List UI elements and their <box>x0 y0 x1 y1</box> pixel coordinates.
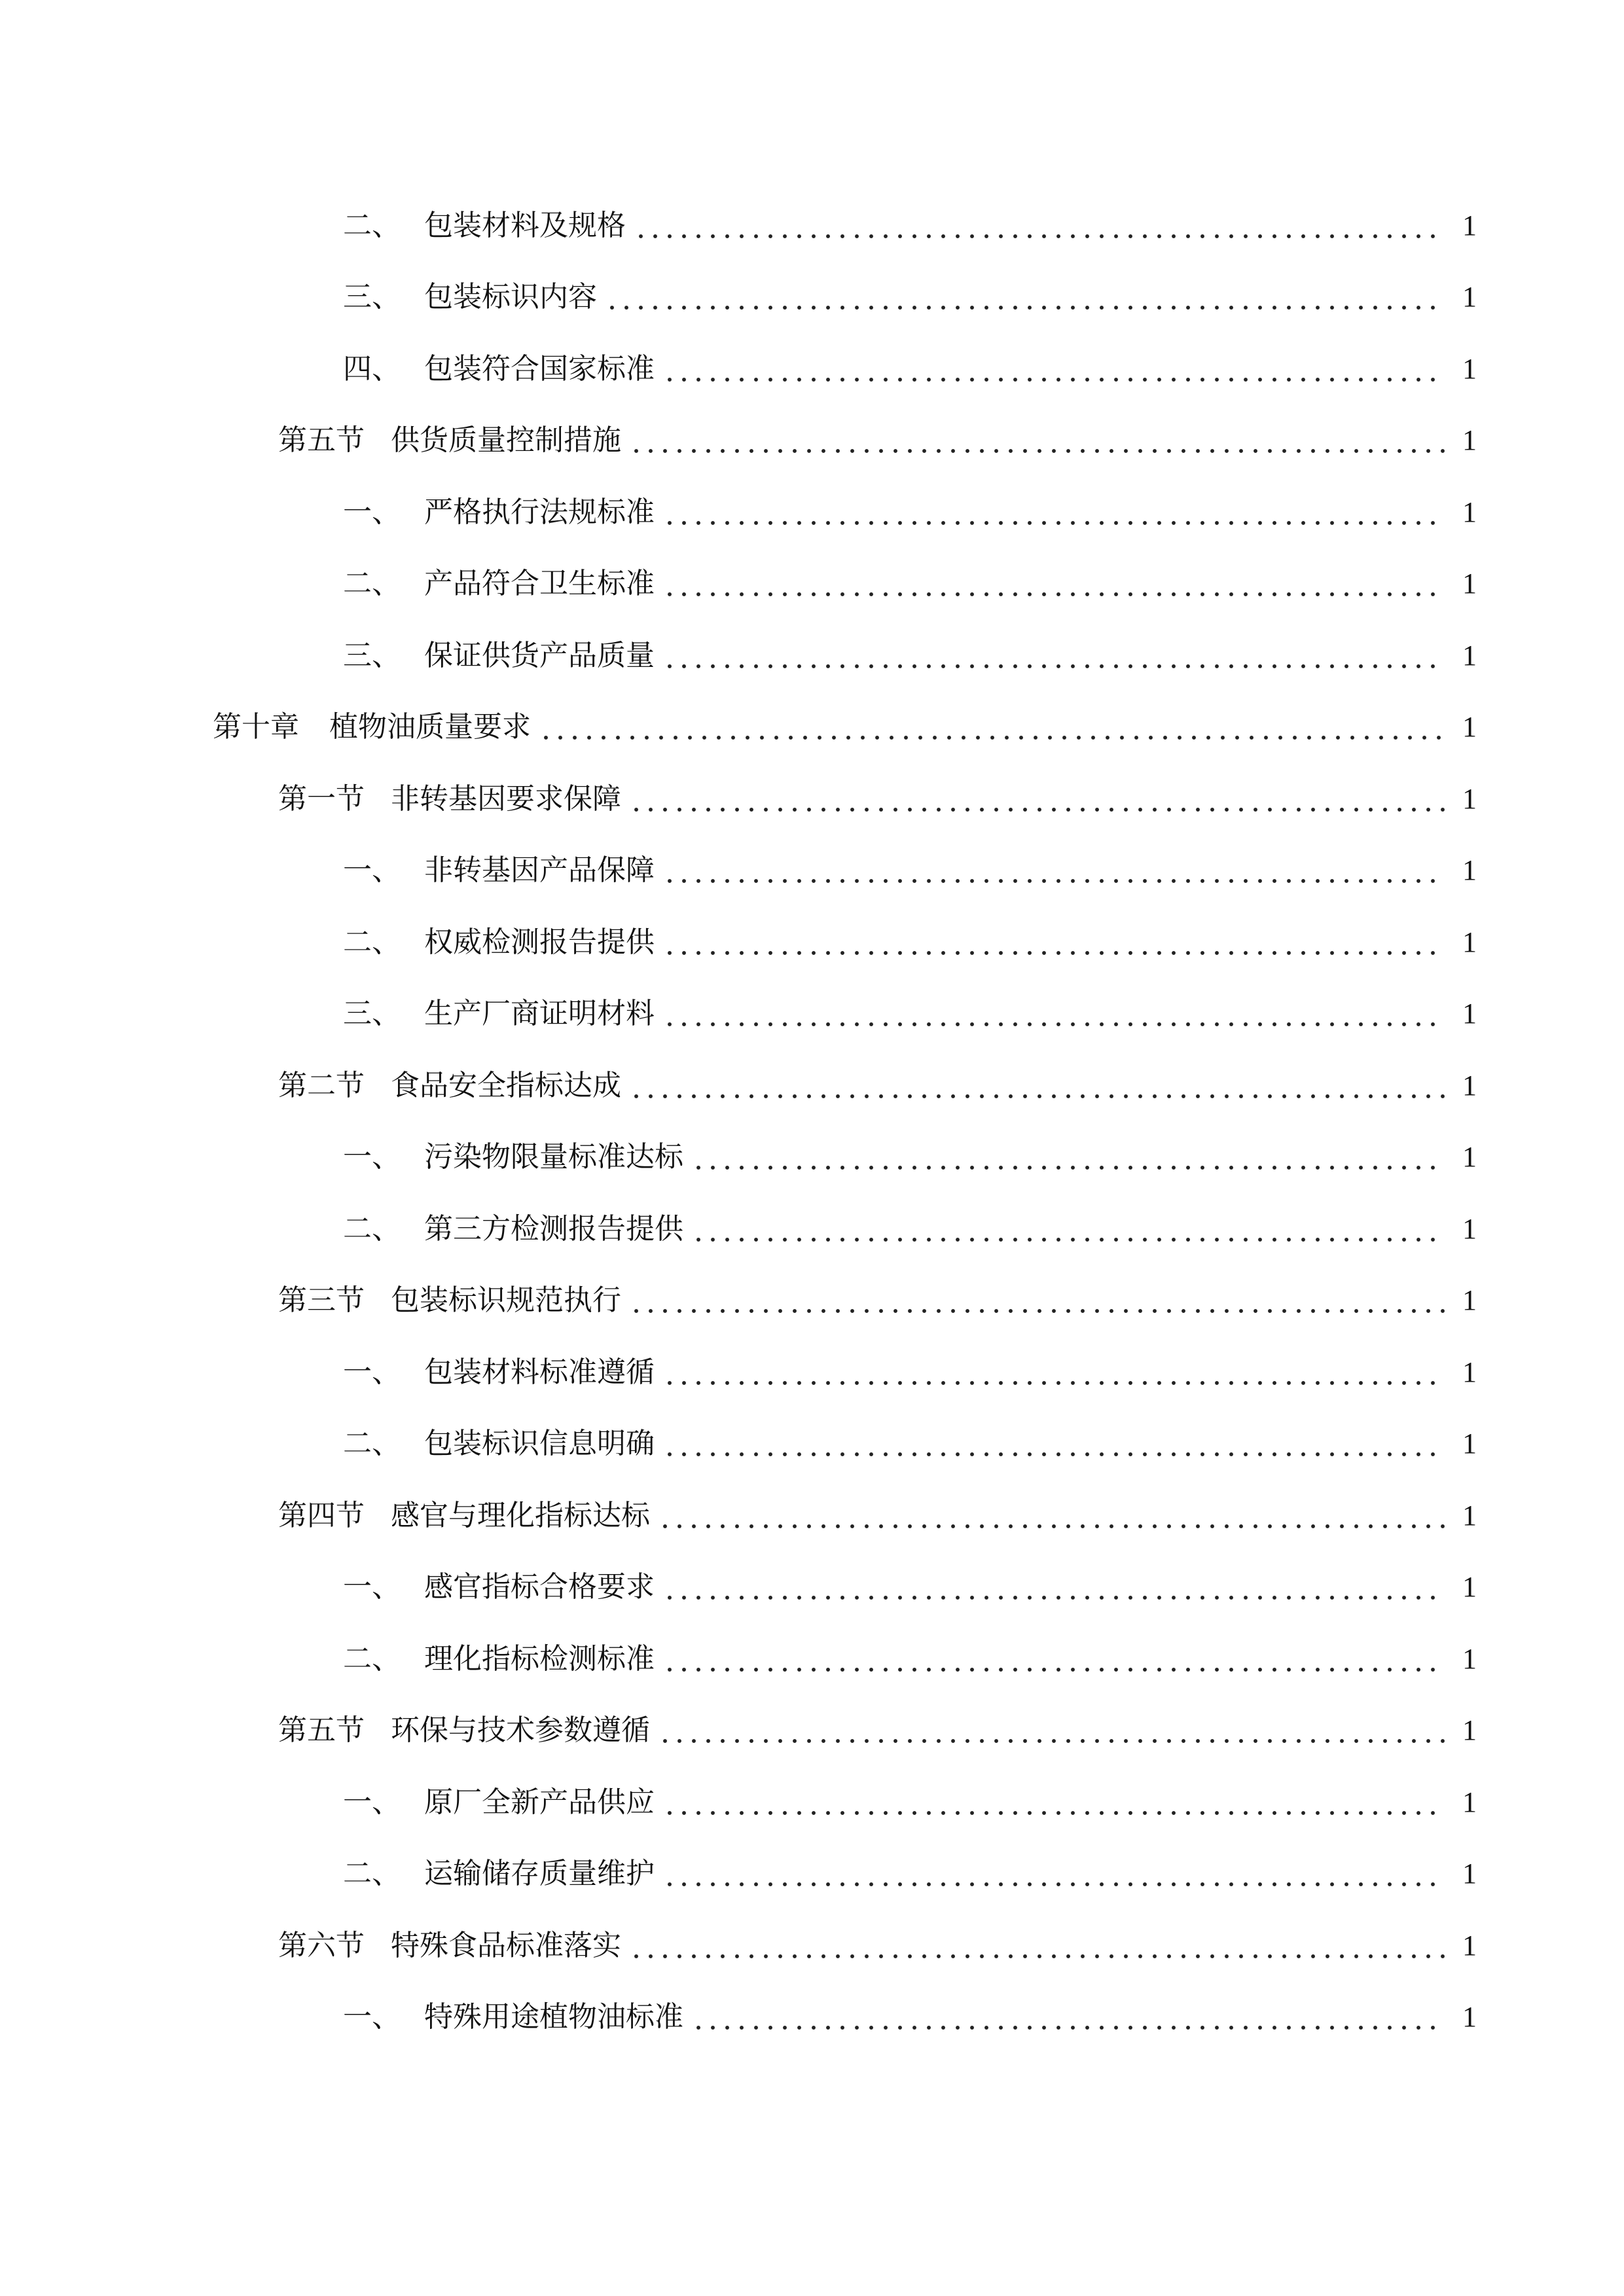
toc-dot-leader <box>658 1711 1445 1750</box>
toc-entry-title: 严格执行法规标准 <box>424 495 655 529</box>
toc-entry-number: 一、 <box>343 1570 401 1604</box>
toc-entry-label <box>343 1640 655 1679</box>
toc-dot-leader <box>662 564 1445 603</box>
toc-entry[interactable] <box>0 1336 1624 1408</box>
toc-entry-number: 一、 <box>343 495 401 529</box>
toc-dot-leader <box>691 1998 1445 2037</box>
toc-entry-label <box>343 350 655 389</box>
toc-page-number: 1 <box>1462 1857 1477 1890</box>
toc-entry-number: 三、 <box>343 997 401 1031</box>
toc-section-entry[interactable] <box>0 1265 1624 1337</box>
toc-dot-leader <box>691 1138 1445 1177</box>
toc-page-number: 1 <box>1462 424 1477 457</box>
toc-entry[interactable] <box>0 835 1624 907</box>
toc-entry-number: 二、 <box>343 208 401 242</box>
toc-entry[interactable] <box>0 1408 1624 1480</box>
toc-entry-title: 原厂全新产品供应 <box>424 1785 655 1819</box>
toc-section-entry[interactable] <box>0 1695 1624 1767</box>
toc-section-entry[interactable] <box>0 1480 1624 1552</box>
toc-entry-number: 第一节 <box>278 781 365 816</box>
toc-chapter-entry[interactable] <box>0 692 1624 764</box>
toc-entry-title: 保证供货产品质量 <box>424 638 655 672</box>
toc-dot-leader <box>605 278 1445 317</box>
toc-entry[interactable] <box>0 333 1624 405</box>
toc-entry-number: 四、 <box>343 351 401 386</box>
toc-section-entry[interactable] <box>0 1910 1624 1982</box>
toc-page-number: 1 <box>1462 352 1477 385</box>
toc-entry-title: 包装标识规范执行 <box>391 1283 621 1318</box>
toc-page-number: 1 <box>1462 1642 1477 1675</box>
toc-entry-title: 特殊食品标准落实 <box>391 1928 621 1962</box>
toc-entry-number: 一、 <box>343 2000 401 2034</box>
toc-entry[interactable] <box>0 1193 1624 1265</box>
toc-entry[interactable] <box>0 620 1624 692</box>
toc-entry-label <box>343 493 655 532</box>
toc-entry-title: 供货质量控制措施 <box>391 423 621 457</box>
toc-entry-number: 二、 <box>343 925 401 959</box>
toc-entry-number: 第五节 <box>278 423 365 457</box>
toc-entry[interactable] <box>0 1552 1624 1624</box>
toc-dot-leader <box>539 708 1445 747</box>
toc-dot-leader <box>662 350 1445 389</box>
toc-page-number: 1 <box>1462 1427 1477 1460</box>
toc-entry-number: 第四节 <box>278 1498 365 1532</box>
toc-entry[interactable] <box>0 906 1624 978</box>
toc-entry-title: 非转基因要求保障 <box>391 781 621 816</box>
toc-entry-label <box>278 421 621 460</box>
toc-dot-leader <box>691 1210 1445 1249</box>
toc-entry-label <box>278 1711 650 1750</box>
toc-page-number: 1 <box>1462 281 1477 314</box>
toc-entry-number: 第十章 <box>213 710 299 744</box>
toc-page-number: 1 <box>1462 997 1477 1030</box>
toc-dot-leader <box>662 923 1445 962</box>
toc-page-number: 1 <box>1462 1714 1477 1747</box>
toc-entry[interactable] <box>0 1623 1624 1695</box>
toc-entry[interactable] <box>0 262 1624 334</box>
toc-page-number: 1 <box>1462 1785 1477 1818</box>
toc-entry-title: 包装材料及规格 <box>424 208 626 242</box>
toc-entry[interactable] <box>0 1839 1624 1910</box>
toc-entry[interactable] <box>0 1767 1624 1839</box>
toc-entry-title: 污染物限量标准达标 <box>424 1140 683 1174</box>
toc-dot-leader <box>662 493 1445 532</box>
toc-entry-title: 包装材料标准遵循 <box>424 1355 655 1389</box>
toc-entry-label <box>343 851 655 890</box>
toc-page-number: 1 <box>1462 1571 1477 1604</box>
toc-entry-number: 一、 <box>343 1140 401 1174</box>
toc-entry-label <box>343 1854 655 1893</box>
toc-entry-number: 二、 <box>343 1641 401 1676</box>
toc-dot-leader <box>629 421 1445 460</box>
toc-entry-title: 包装符合国家标准 <box>424 351 655 386</box>
toc-entry-number: 第六节 <box>278 1928 365 1962</box>
toc-page-number: 1 <box>1462 711 1477 744</box>
toc-entry[interactable] <box>0 1122 1624 1194</box>
toc-dot-leader <box>629 1066 1445 1105</box>
toc-dot-leader <box>662 1854 1445 1893</box>
toc-entry-label <box>343 564 655 603</box>
toc-entry-title: 第三方检测报告提供 <box>424 1211 683 1246</box>
toc-page-number: 1 <box>1462 1141 1477 1174</box>
toc-entry-label <box>343 1210 683 1249</box>
toc-entry-number: 二、 <box>343 1857 401 1891</box>
toc-entry-title: 产品符合卫生标准 <box>424 567 655 601</box>
toc-section-entry[interactable] <box>0 405 1624 477</box>
toc-entry-label <box>343 1424 655 1463</box>
toc-section-entry[interactable] <box>0 763 1624 835</box>
table-of-contents <box>0 190 1624 2053</box>
toc-page-number: 1 <box>1462 639 1477 672</box>
toc-entry-title: 包装标识信息明确 <box>424 1427 655 1461</box>
toc-entry[interactable] <box>0 548 1624 620</box>
toc-entry-title: 理化指标检测标准 <box>424 1641 655 1676</box>
toc-dot-leader <box>629 780 1445 819</box>
toc-entry-title: 食品安全指标达成 <box>391 1068 621 1102</box>
toc-entry-title: 环保与技术参数遵循 <box>391 1713 650 1748</box>
toc-entry-number: 二、 <box>343 1211 401 1246</box>
toc-entry-number: 二、 <box>343 1427 401 1461</box>
toc-entry-label <box>343 923 655 962</box>
toc-entry[interactable] <box>0 190 1624 262</box>
toc-page-number: 1 <box>1462 925 1477 958</box>
toc-page-number: 1 <box>1462 1212 1477 1245</box>
toc-entry-number: 第五节 <box>278 1713 365 1748</box>
toc-dot-leader <box>662 1568 1445 1607</box>
toc-page-number: 1 <box>1462 1355 1477 1388</box>
toc-entry-label <box>343 206 626 245</box>
toc-entry-title: 特殊用途植物油标准 <box>424 2000 683 2034</box>
toc-dot-leader <box>662 851 1445 890</box>
toc-page-number: 1 <box>1462 1499 1477 1532</box>
toc-entry-label <box>278 1066 621 1105</box>
toc-dot-leader <box>662 1640 1445 1679</box>
toc-entry-label <box>278 1281 621 1320</box>
toc-entry-number: 二、 <box>343 567 401 601</box>
toc-page-number: 1 <box>1462 209 1477 242</box>
toc-entry-title: 感官与理化指标达标 <box>391 1498 650 1532</box>
toc-entry-number: 三、 <box>343 280 401 314</box>
toc-entry-label <box>213 708 531 747</box>
toc-entry-label <box>343 1998 683 2037</box>
toc-dot-leader <box>662 636 1445 675</box>
toc-dot-leader <box>658 1496 1445 1535</box>
toc-dot-leader <box>634 206 1445 245</box>
toc-entry-title: 生产厂商证明材料 <box>424 997 655 1031</box>
toc-page-number: 1 <box>1462 1069 1477 1102</box>
toc-page-number: 1 <box>1462 782 1477 815</box>
toc-page-number: 1 <box>1462 1929 1477 1962</box>
toc-entry-label <box>343 636 655 675</box>
toc-entry-label <box>343 1138 683 1177</box>
toc-entry-number: 一、 <box>343 1785 401 1819</box>
toc-page-number: 1 <box>1462 1284 1477 1317</box>
toc-entry-label <box>343 1568 655 1607</box>
toc-page-number: 1 <box>1462 567 1477 600</box>
toc-entry[interactable] <box>0 476 1624 548</box>
toc-entry[interactable] <box>0 1982 1624 2054</box>
toc-dot-leader <box>662 1783 1445 1822</box>
toc-entry-title: 植物油质量要求 <box>329 710 531 744</box>
toc-page-number: 1 <box>1462 2001 1477 2034</box>
toc-entry-label <box>343 994 655 1033</box>
toc-entry-title: 感官指标合格要求 <box>424 1570 655 1604</box>
toc-dot-leader <box>629 1926 1445 1965</box>
toc-entry-number: 三、 <box>343 638 401 672</box>
toc-entry-number: 一、 <box>343 1355 401 1389</box>
toc-entry-label <box>278 1926 621 1965</box>
toc-entry-label <box>278 1496 650 1535</box>
toc-dot-leader <box>662 1424 1445 1463</box>
toc-entry-label <box>343 1783 655 1822</box>
toc-page-number: 1 <box>1462 854 1477 887</box>
toc-entry-label <box>343 1353 655 1392</box>
toc-dot-leader <box>629 1281 1445 1320</box>
toc-dot-leader <box>662 994 1445 1033</box>
toc-entry[interactable] <box>0 978 1624 1050</box>
toc-entry-title: 运输储存质量维护 <box>424 1857 655 1891</box>
toc-entry-title: 权威检测报告提供 <box>424 925 655 959</box>
toc-entry-number: 一、 <box>343 853 401 888</box>
toc-entry-number: 第二节 <box>278 1068 365 1102</box>
toc-section-entry[interactable] <box>0 1050 1624 1122</box>
toc-entry-number: 第三节 <box>278 1283 365 1318</box>
toc-page-number: 1 <box>1462 495 1477 528</box>
toc-entry-label <box>278 780 621 819</box>
toc-dot-leader <box>662 1353 1445 1392</box>
toc-entry-label <box>343 278 597 317</box>
toc-entry-title: 包装标识内容 <box>424 280 597 314</box>
toc-entry-title: 非转基因产品保障 <box>424 853 655 888</box>
